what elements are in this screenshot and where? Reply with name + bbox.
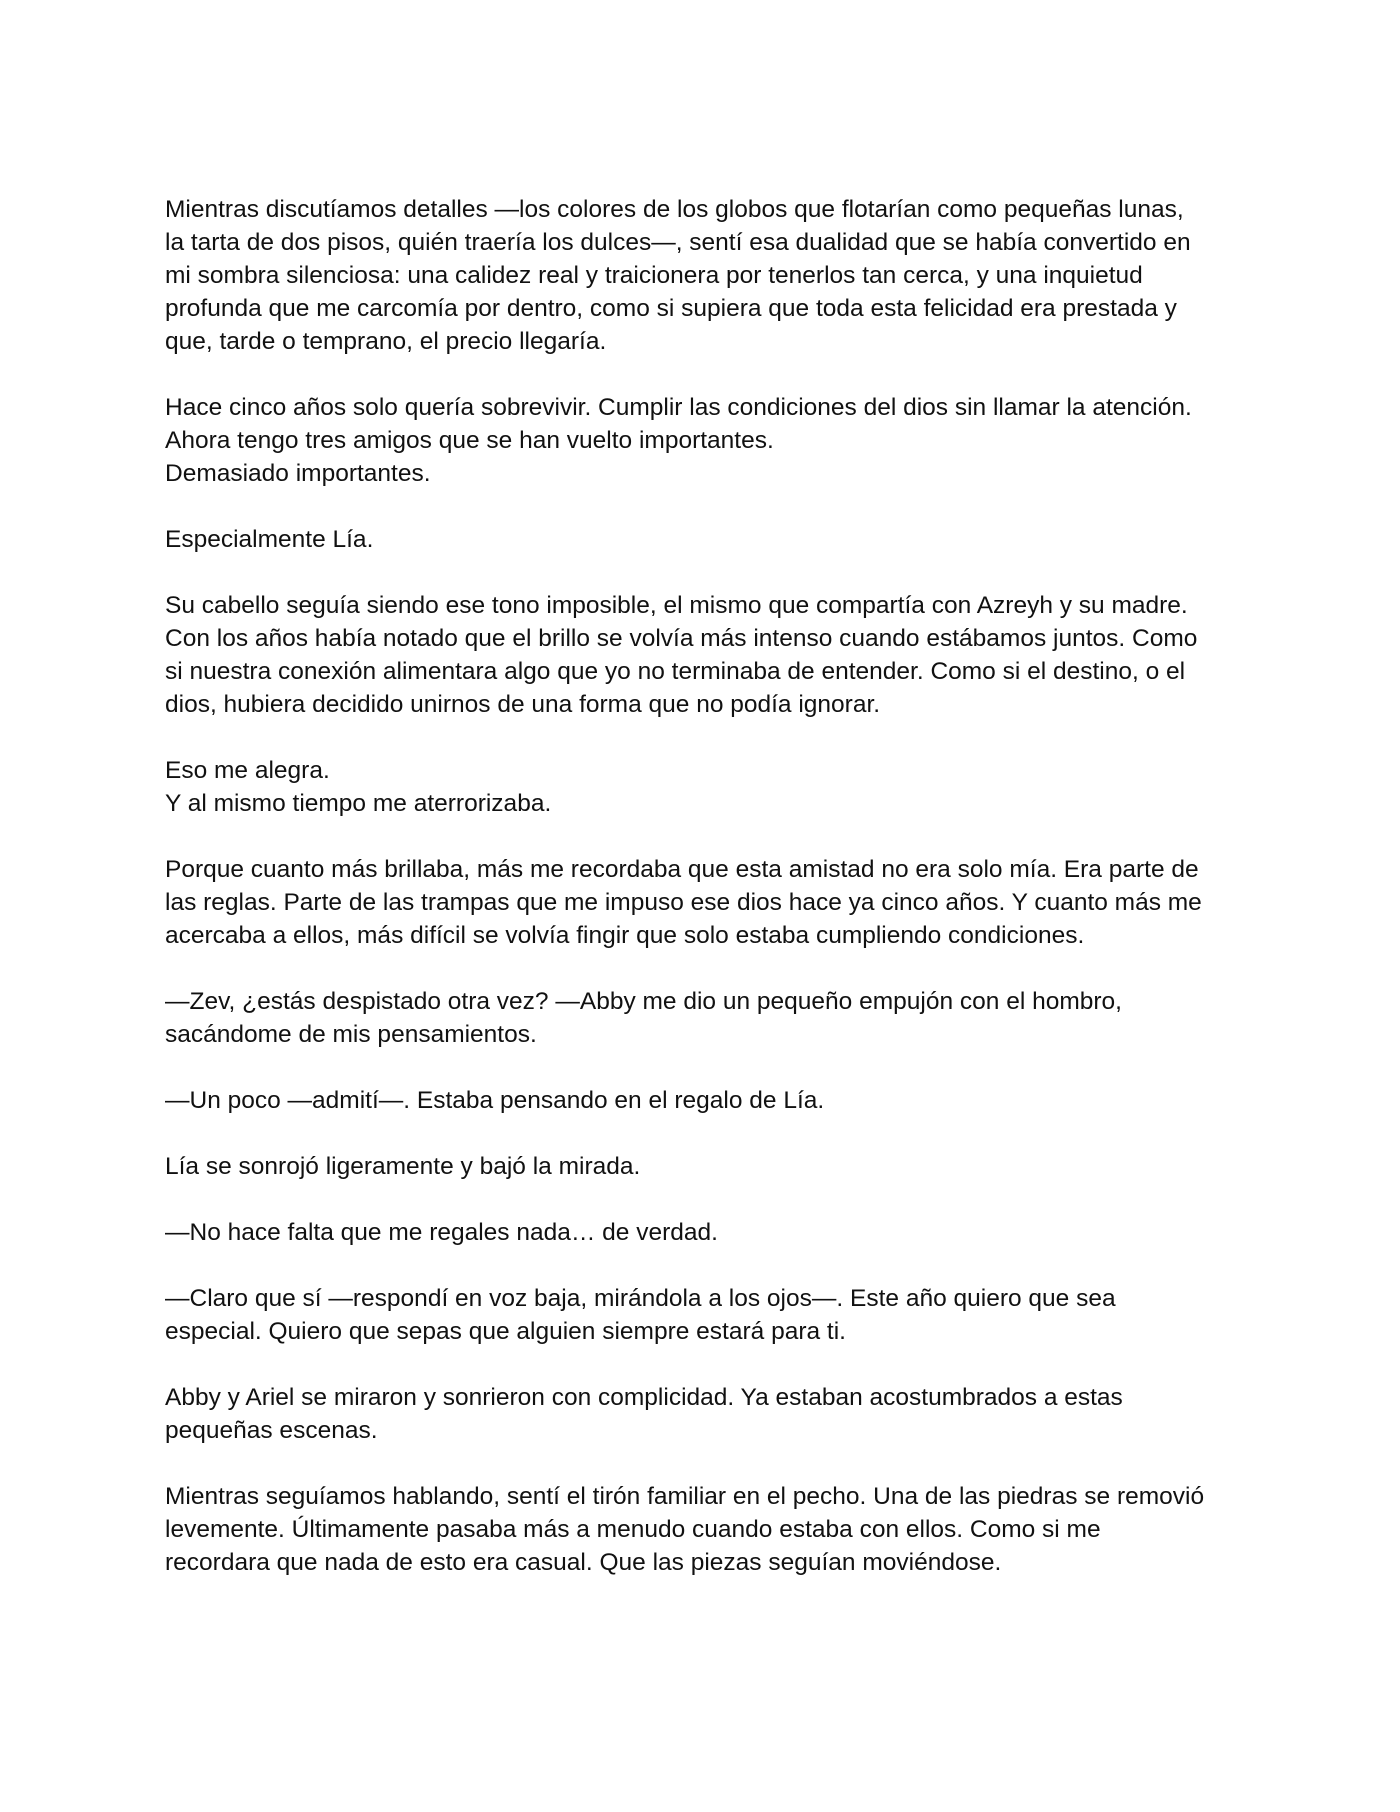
paragraph — [165, 1480, 1245, 1579]
paragraph — [165, 193, 1245, 358]
text-line: Con los años había notado que el brillo se volvía más intenso cuando estábamos juntos. Como — [165, 625, 1198, 652]
text-line: Demasiado importantes. — [165, 460, 431, 487]
text-line: Su cabello seguía siendo ese tono imposible, el mismo que compartía con Azreyh y su madre. — [165, 592, 1188, 619]
text-line: Y al mismo tiempo me aterrorizaba. — [165, 790, 552, 817]
document-body — [165, 193, 1245, 1612]
paragraph — [165, 1282, 1245, 1348]
paragraph — [165, 1216, 1245, 1249]
text-line: Hace cinco años solo quería sobrevivir. Cumplir las condiciones del dios sin llamar la atención. — [165, 394, 1192, 421]
text-line: Lía se sonrojó ligeramente y bajó la mirada. — [165, 1153, 641, 1180]
text-line: mi sombra silenciosa: una calidez real y traicionera por tenerlos tan cerca, y una inquietud — [165, 262, 1143, 289]
text-line: acercaba a ellos, más difícil se volvía fingir que solo estaba cumpliendo condiciones. — [165, 922, 1085, 949]
paragraph — [165, 754, 1245, 820]
text-line: dios, hubiera decidido unirnos de una forma que no podía ignorar. — [165, 691, 881, 718]
paragraph — [165, 1381, 1245, 1447]
text-line: profunda que me carcomía por dentro, como si supiera que toda esta felicidad era prestada y — [165, 295, 1177, 322]
text-line: que, tarde o temprano, el precio llegaría. — [165, 328, 607, 355]
text-line: —Claro que sí —respondí en voz baja, mirándola a los ojos—. Este año quiero que sea — [165, 1285, 1116, 1312]
paragraph — [165, 985, 1245, 1051]
text-line: Abby y Ariel se miraron y sonrieron con complicidad. Ya estaban acostumbrados a estas — [165, 1384, 1123, 1411]
text-line: las reglas. Parte de las trampas que me impuso ese dios hace ya cinco años. Y cuanto más me — [165, 889, 1202, 916]
paragraph — [165, 1150, 1245, 1183]
text-line: Ahora tengo tres amigos que se han vuelto importantes. — [165, 427, 774, 454]
text-line: Eso me alegra. — [165, 757, 330, 784]
text-line: levemente. Últimamente pasaba más a menudo cuando estaba con ellos. Como si me — [165, 1516, 1101, 1543]
text-line: —Zev, ¿estás despistado otra vez? —Abby me dio un pequeño empujón con el hombro, — [165, 988, 1122, 1015]
text-line: sacándome de mis pensamientos. — [165, 1021, 537, 1048]
text-line: la tarta de dos pisos, quién traería los dulces—, sentí esa dualidad que se había convertido en — [165, 229, 1191, 256]
text-line: Especialmente Lía. — [165, 526, 374, 553]
text-line: —No hace falta que me regales nada… de verdad. — [165, 1219, 718, 1246]
paragraph — [165, 1084, 1245, 1117]
text-line: recordara que nada de esto era casual. Que las piezas seguían moviéndose. — [165, 1549, 1002, 1576]
text-line: —Un poco —admití—. Estaba pensando en el regalo de Lía. — [165, 1087, 825, 1114]
text-line: Mientras discutíamos detalles —los colores de los globos que flotarían como pequeñas lunas, — [165, 196, 1184, 223]
text-line: Mientras seguíamos hablando, sentí el tirón familiar en el pecho. Una de las piedras se removió — [165, 1483, 1205, 1510]
paragraph — [165, 523, 1245, 556]
text-line: especial. Quiero que sepas que alguien siempre estará para ti. — [165, 1318, 846, 1345]
paragraph — [165, 853, 1245, 952]
text-line: si nuestra conexión alimentara algo que yo no terminaba de entender. Como si el destino, o el — [165, 658, 1186, 685]
paragraph — [165, 391, 1245, 490]
text-line: Porque cuanto más brillaba, más me recordaba que esta amistad no era solo mía. Era parte de — [165, 856, 1199, 883]
text-line: pequeñas escenas. — [165, 1417, 378, 1444]
paragraph — [165, 589, 1245, 721]
